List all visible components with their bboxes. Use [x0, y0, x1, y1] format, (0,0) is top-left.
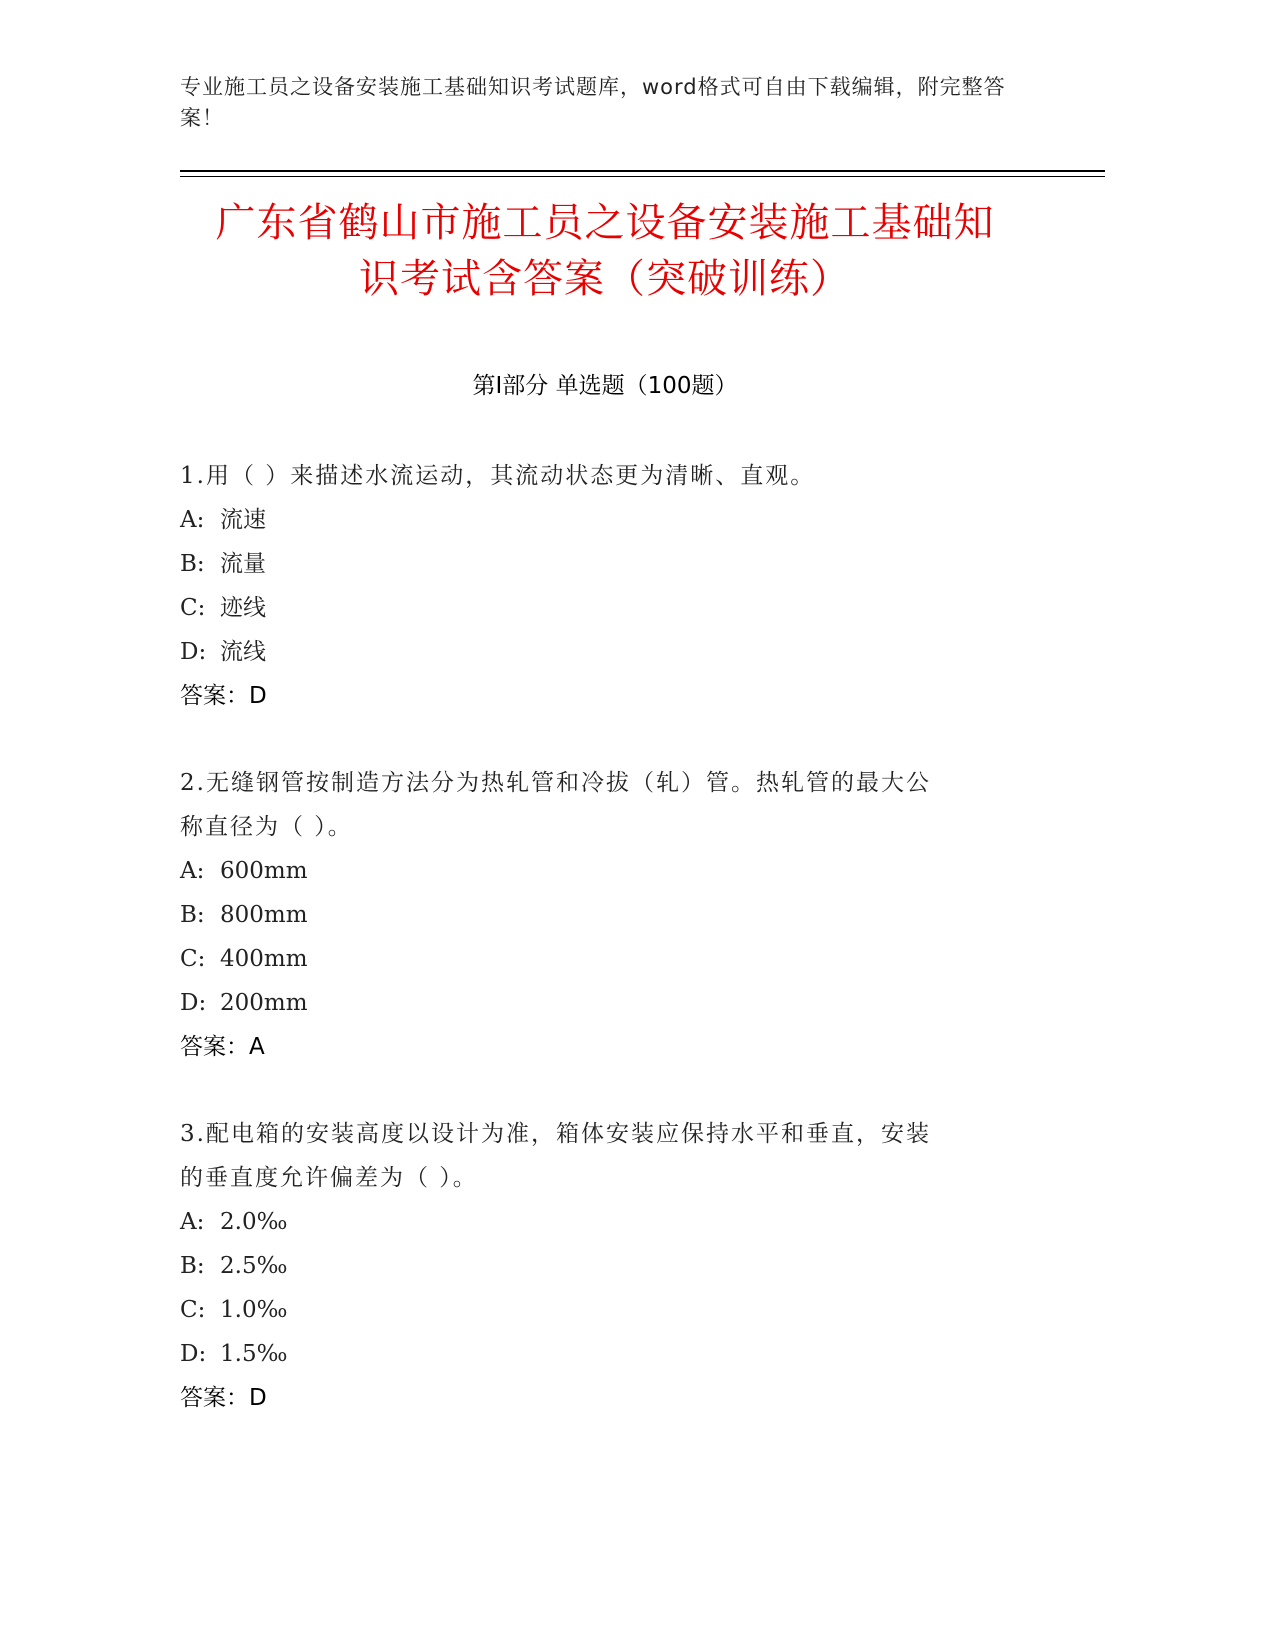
answer: 答案：D [180, 683, 267, 709]
option-a: A: 流速 [180, 507, 266, 533]
header-divider-thick [180, 170, 1105, 172]
header-note: 专业施工员之设备安装施工基础知识考试题库，word格式可自由下载编辑，附完整答案！ [180, 75, 1006, 130]
option-b: B: 800mm [180, 902, 308, 928]
question-stem-line-1: 3.配电箱的安装高度以设计为准，箱体安装应保持水平和垂直，安装 [180, 1121, 931, 1147]
option-b: B: 流量 [180, 551, 266, 577]
option-a: A: 2.0‰ [180, 1209, 288, 1235]
header-divider-thin [180, 176, 1105, 177]
option-c: C: 400mm [180, 946, 308, 972]
option-d: D: 流线 [180, 639, 266, 665]
question-1 [180, 454, 1030, 718]
option-a: A: 600mm [180, 858, 308, 884]
question-stem: 1.用（ ）来描述水流运动，其流动状态更为清晰、直观。 [180, 463, 816, 489]
title-line-2: 识考试含答案（突破训练） [359, 256, 851, 302]
question-stem-line-2: 称直径为（ ）。 [180, 814, 353, 840]
question-2 [180, 761, 1030, 1069]
question-stem-line-2: 的垂直度允许偏差为（ ）。 [180, 1165, 478, 1191]
document-title [150, 195, 1060, 307]
title-line-1: 广东省鹤山市施工员之设备安装施工基础知 [215, 200, 995, 246]
question-list [180, 454, 1030, 1463]
section-heading: 第Ⅰ部分 单选题（100题） [472, 373, 738, 399]
option-c: C: 1.0‰ [180, 1297, 288, 1323]
answer: 答案：D [180, 1385, 267, 1411]
option-d: D: 1.5‰ [180, 1341, 288, 1367]
option-d: D: 200mm [180, 990, 308, 1016]
answer: 答案：A [180, 1034, 265, 1060]
option-b: B: 2.5‰ [180, 1253, 288, 1279]
question-stem-line-1: 2.无缝钢管按制造方法分为热轧管和冷拔（轧）管。热轧管的最大公 [180, 770, 931, 796]
option-c: C: 迹线 [180, 595, 266, 621]
question-3 [180, 1112, 1030, 1420]
